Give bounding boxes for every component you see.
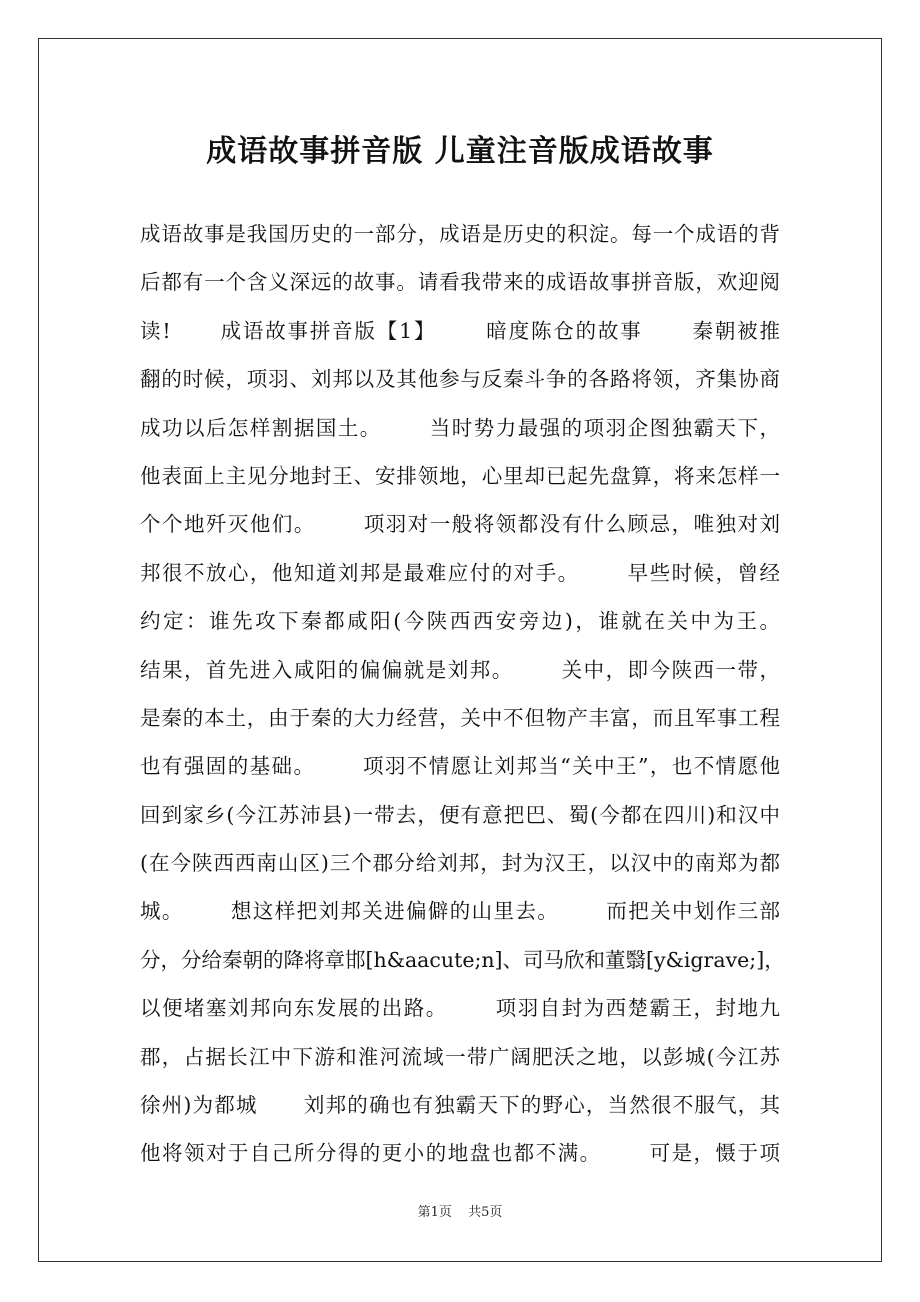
- body-line: 回到家乡(今江苏沛县)一带去，便有意把巴、蜀(今都在四川)和汉中: [140, 802, 780, 827]
- body-line: 徐州)为都城 刘邦的确也有独霸天下的野心，当然很不服气，其: [140, 1093, 780, 1118]
- body-line: 是秦的本土，由于秦的大力经营，关中不但物产丰富，而且军事工程: [140, 705, 780, 730]
- body-line: (在今陕西西南山区)三个郡分给刘邦，封为汉王，以汉中的南郑为都: [140, 851, 780, 876]
- body-line: 约定：谁先攻下秦都咸阳(今陕西西安旁边)，谁就在关中为王。: [140, 609, 780, 634]
- body-line: 个个地歼灭他们。 项羽对一般将领都没有什么顾忌，唯独对刘: [140, 512, 780, 537]
- body-line: 他将领对于自己所分得的更小的地盘也都不满。 可是，慑于项: [140, 1141, 780, 1166]
- page-number: 第1页: [417, 1205, 452, 1220]
- body-line: 邦很不放心，他知道刘邦是最难应付的对手。 早些时候，曾经: [140, 560, 780, 585]
- body-line: 翻的时候，项羽、刘邦以及其他参与反秦斗争的各路将领，齐集协商: [140, 367, 780, 392]
- body-line: 以便堵塞刘邦向东发展的出路。 项羽自封为西楚霸王，封地九: [140, 996, 780, 1021]
- body-line: 分，分给秦朝的降将章邯[h&aacute;n]、司马欣和董翳[y&igrave;]，: [140, 947, 785, 972]
- page-count: 共5页: [468, 1205, 503, 1220]
- body-line: 郡，占据长江中下游和淮河流域一带广阔肥沃之地，以彭城(今江苏: [140, 1044, 780, 1069]
- body-line: 成功以后怎样割据国土。 当时势力最强的项羽企图独霸天下，: [140, 415, 780, 440]
- body-line: 成语故事是我国历史的一部分，成语是历史的积淀。每一个成语的背: [140, 222, 780, 246]
- body-line: 结果，首先进入咸阳的偏偏就是刘邦。 关中，即今陕西一带，: [140, 657, 780, 682]
- page-footer: [0, 1203, 920, 1223]
- body-line: 城。 想这样把刘邦关进偏僻的山里去。 而把关中划作三部: [140, 899, 780, 924]
- document-body: [140, 210, 785, 1178]
- body-line: 读! 成语故事拼音版【1】 暗度陈仓的故事 秦朝被推: [140, 318, 780, 343]
- body-line: 也有强固的基础。 项羽不情愿让刘邦当“关中王”，也不情愿他: [140, 754, 780, 779]
- body-line: 后都有一个含义深远的故事。请看我带来的成语故事拼音版，欢迎阅: [140, 270, 780, 295]
- body-line: 他表面上主见分地封王、安排领地，心里却已起先盘算，将来怎样一: [140, 463, 780, 488]
- document-title: 成语故事拼音版 儿童注音版成语故事: [206, 134, 714, 169]
